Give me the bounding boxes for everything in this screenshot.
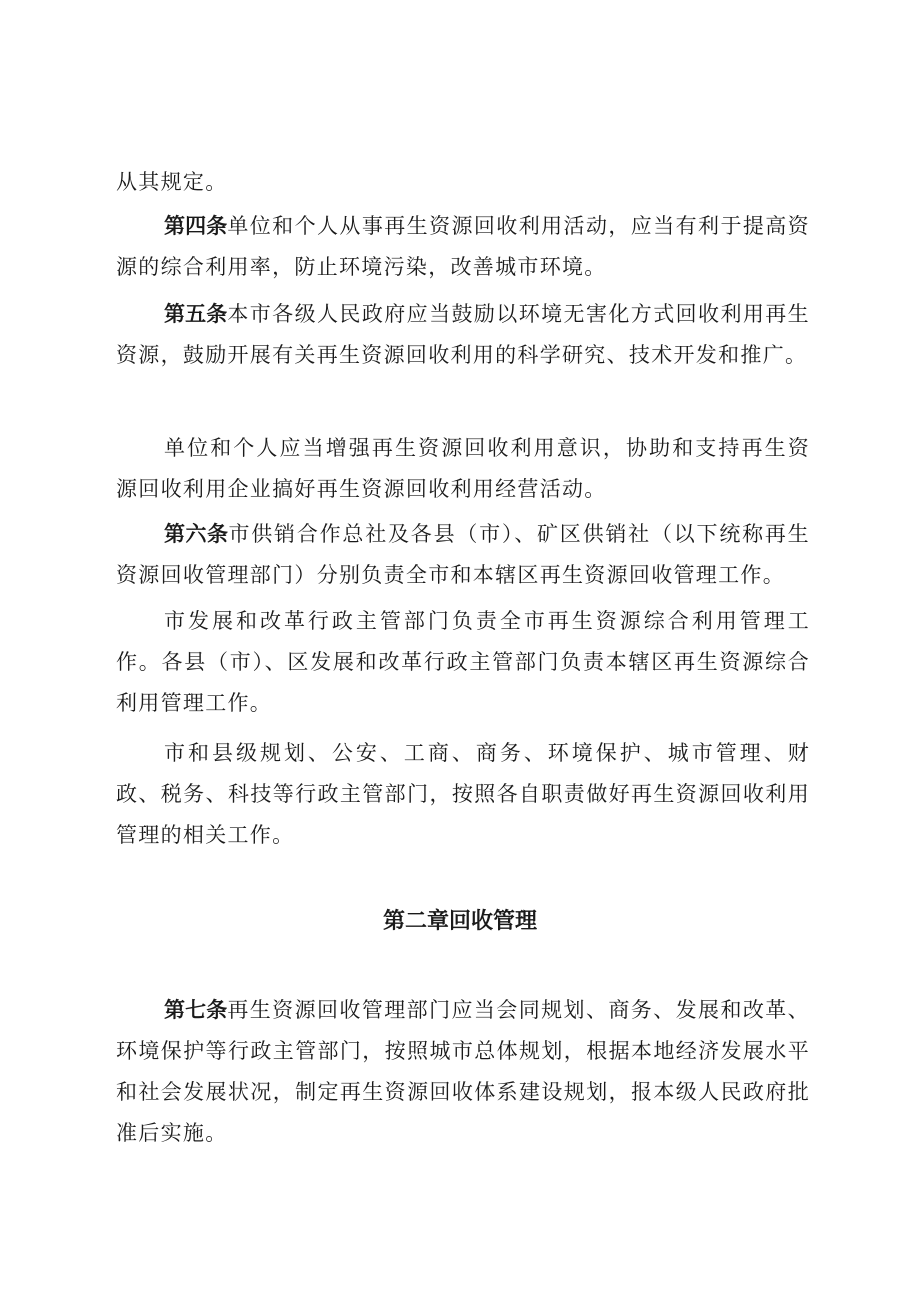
paragraph-text: 市供销合作总社及各县（市）、矿区供销社（以下统称再生资源回收管理部门）分别负责全市和本辖区再生资源回收管理工作。 bbox=[116, 522, 810, 587]
article-6 bbox=[116, 514, 810, 596]
article-7 bbox=[116, 990, 810, 1154]
paragraph-text: 本市各级人民政府应当鼓励以环境无害化方式回收利用再生资源，鼓励开展有关再生资源回收利用的科学研究、技术开发和推广。 bbox=[116, 302, 810, 367]
chapter-title: 第二章回收管理 bbox=[382, 909, 537, 934]
paragraph-text: 再生资源回收管理部门应当会同规划、商务、发展和改革、环境保护等行政主管部门，按照城市总体规划，根据本地经济发展水平和社会发展状况，制定再生资源回收体系建设规划，报本级人民政府批准后实施。 bbox=[116, 998, 810, 1145]
article-6-para-2 bbox=[116, 601, 810, 724]
article-5-para-2 bbox=[116, 428, 810, 510]
article-number: 第六条 bbox=[164, 522, 229, 546]
paragraph-text: 市发展和改革行政主管部门负责全市再生资源综合利用管理工作。各县（市）、区发展和改革行政主管部门负责本辖区再生资源综合利用管理工作。 bbox=[116, 609, 810, 715]
paragraph-text: 市和县级规划、公安、工商、商务、环境保护、城市管理、财政、税务、科技等行政主管部门，按照各自职责做好再生资源回收利用管理的相关工作。 bbox=[116, 741, 810, 847]
article-number: 第四条 bbox=[164, 214, 228, 238]
paragraph-text: 单位和个人应当增强再生资源回收利用意识，协助和支持再生资源回收利用企业搞好再生资源回收利用经营活动。 bbox=[116, 436, 810, 501]
article-number: 第七条 bbox=[164, 998, 228, 1022]
paragraph-text: 单位和个人从事再生资源回收利用活动，应当有利于提高资源的综合利用率，防止环境污染，改善城市环境。 bbox=[116, 214, 810, 279]
paragraph-text: 从其规定。 bbox=[116, 170, 228, 194]
article-6-para-3 bbox=[116, 733, 810, 856]
article-number: 第五条 bbox=[164, 302, 228, 326]
article-5 bbox=[116, 294, 810, 376]
paragraph-continuation bbox=[116, 162, 810, 203]
article-4 bbox=[116, 206, 810, 288]
